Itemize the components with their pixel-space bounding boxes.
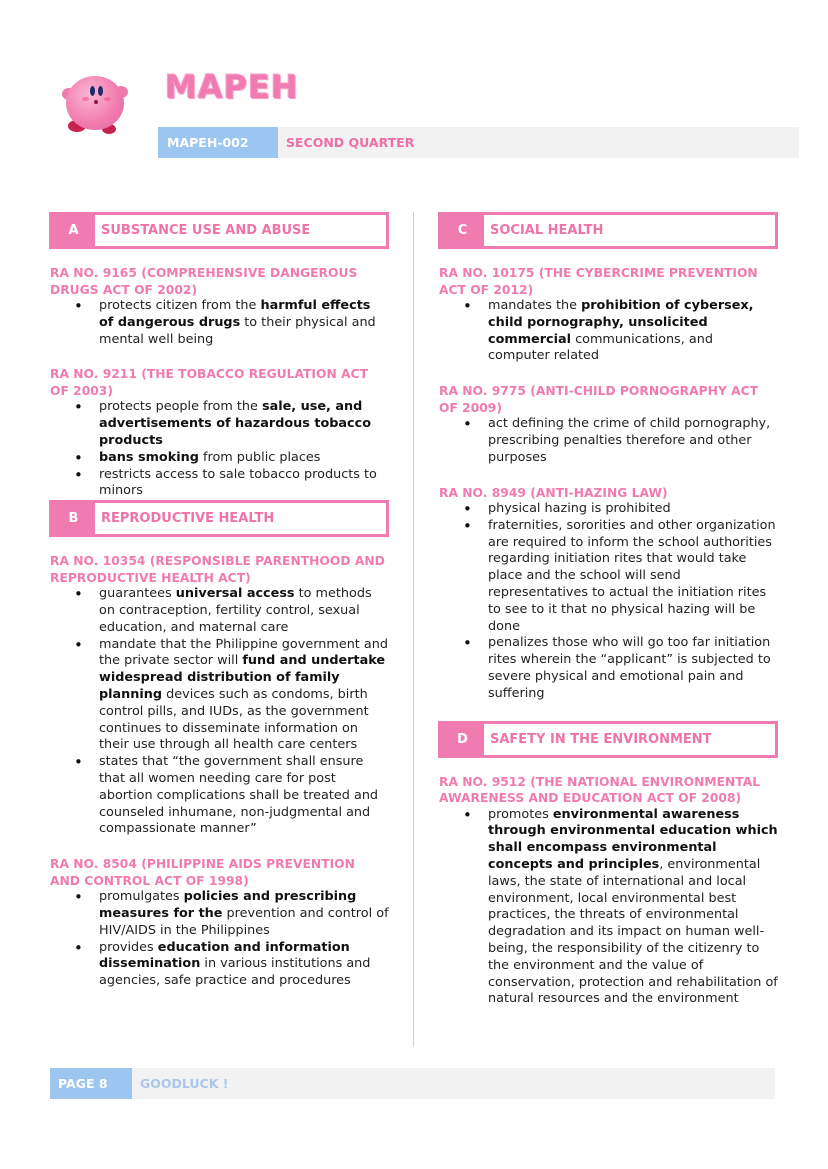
law-title: RA NO. 10175 (THE CYBERCRIME PREVENTION ACT OF 2012): [439, 266, 758, 297]
list-item: • protects citizen from the harmful effects of dangerous drugs to their physical and mental well being: [49, 298, 389, 348]
list-item: • provides education and information dissemination in various institutions and agencies, safe practice and procedures: [49, 940, 389, 990]
list-item: • bans smoking from public places: [49, 450, 389, 467]
list-item: • restricts access to sale tobacco products to minors: [49, 467, 389, 501]
law-points: [49, 399, 389, 500]
section-header-b: [49, 500, 389, 537]
quarter-label: SECOND QUARTER: [286, 135, 415, 150]
list-item: • mandates the prohibition of cybersex, child pornography, unsolicited commercial communications, and computer related: [438, 298, 778, 365]
column-divider: [413, 212, 414, 1047]
list-item: • physical hazing is prohibited: [438, 501, 778, 518]
law-title: RA NO. 9165 (COMPREHENSIVE DANGEROUS DRUGS ACT OF 2002): [50, 266, 358, 297]
footer-message: GOODLUCK !: [140, 1076, 229, 1091]
list-item: • act defining the crime of child pornography, prescribing penalties therefore and other purposes: [438, 416, 778, 466]
left-column: [49, 212, 389, 1008]
list-item: • penalizes those who will go too far initiation rites wherein the “applicant” is subjected to severe physical and emotional pain and suffering: [438, 635, 778, 702]
right-column: [438, 212, 778, 1026]
law-points: [438, 501, 778, 703]
law-points: [49, 889, 389, 990]
section-letter: A: [52, 215, 95, 246]
law-points: [438, 298, 778, 365]
list-item: • protects people from the sale, use, and advertisements of hazardous tobacco products: [49, 399, 389, 449]
page-title: MAPEH: [165, 68, 299, 106]
section-header-d: [438, 721, 778, 758]
law-title: RA NO. 9512 (THE NATIONAL ENVIRONMENTAL AWARENESS AND EDUCATION ACT OF 2008): [439, 774, 761, 806]
list-item: • fraternities, sororities and other organization are required to inform the school authorities regarding initiation rites that would take place and the school will send representatives to actual the initiation rites to see to it that no physical hazing will be done: [438, 518, 778, 636]
module-code: MAPEH-002: [158, 127, 278, 158]
law-title: RA NO. 10354 (RESPONSIBLE PARENTHOOD AND REPRODUCTIVE HEALTH ACT): [50, 554, 385, 585]
section-letter: D: [441, 724, 484, 755]
mascot-icon: [62, 72, 128, 136]
section-title: SOCIAL HEALTH: [490, 223, 604, 238]
section-letter: C: [441, 215, 484, 246]
law-title: RA NO. 8504 (PHILIPPINE AIDS PREVENTION AND CONTROL ACT OF 1998): [50, 857, 355, 888]
list-item: • guarantees universal access to methods on contraception, fertility control, sexual education, and maternal care: [49, 586, 389, 636]
law-title: RA NO. 9211 (THE TOBACCO REGULATION ACT OF 2003): [50, 367, 368, 398]
header-bar: [158, 127, 799, 158]
footer-bar: [50, 1068, 775, 1099]
section-title: SUBSTANCE USE AND ABUSE: [101, 223, 311, 238]
law-title: RA NO. 9775 (ANTI-CHILD PORNOGRAPHY ACT OF 2009): [439, 384, 759, 415]
section-title: SAFETY IN THE ENVIRONMENT: [490, 731, 712, 747]
section-title: REPRODUCTIVE HEALTH: [101, 511, 275, 527]
page-number: PAGE 8: [50, 1068, 132, 1099]
law-title: RA NO. 8949 (ANTI-HAZING LAW): [439, 485, 668, 500]
section-letter: B: [52, 503, 95, 534]
list-item: • mandate that the Philippine government and the private sector will fund and undertake widespread distribution of family planning devices such as condoms, birth control pills, and IUDs, as the government continues to disseminate information on their use through all health care centers: [49, 637, 389, 755]
list-item: • promulgates policies and prescribing measures for the prevention and control of HIV/AIDS in the Philippines: [49, 889, 389, 939]
law-points: [438, 416, 778, 466]
section-header-a: [49, 212, 389, 249]
list-item: • promotes environmental awareness through environmental education which shall encompass environmental concepts and principles, environmental laws, the state of international and local environment, local environmental best practices, the threats of environmental degradation and its impact on human well-being, the responsibility of the citizenry to the environment and the value of conservation, protection and rehabilitation of natural resources and the environment: [438, 807, 778, 1009]
law-points: [438, 807, 778, 1009]
list-item: • states that “the government shall ensure that all women needing care for post abortion complications shall be treated and counseled inhumane, non-judgmental and compassionate manner”: [49, 754, 389, 838]
law-points: [49, 298, 389, 348]
section-header-c: [438, 212, 778, 249]
law-points: [49, 586, 389, 838]
